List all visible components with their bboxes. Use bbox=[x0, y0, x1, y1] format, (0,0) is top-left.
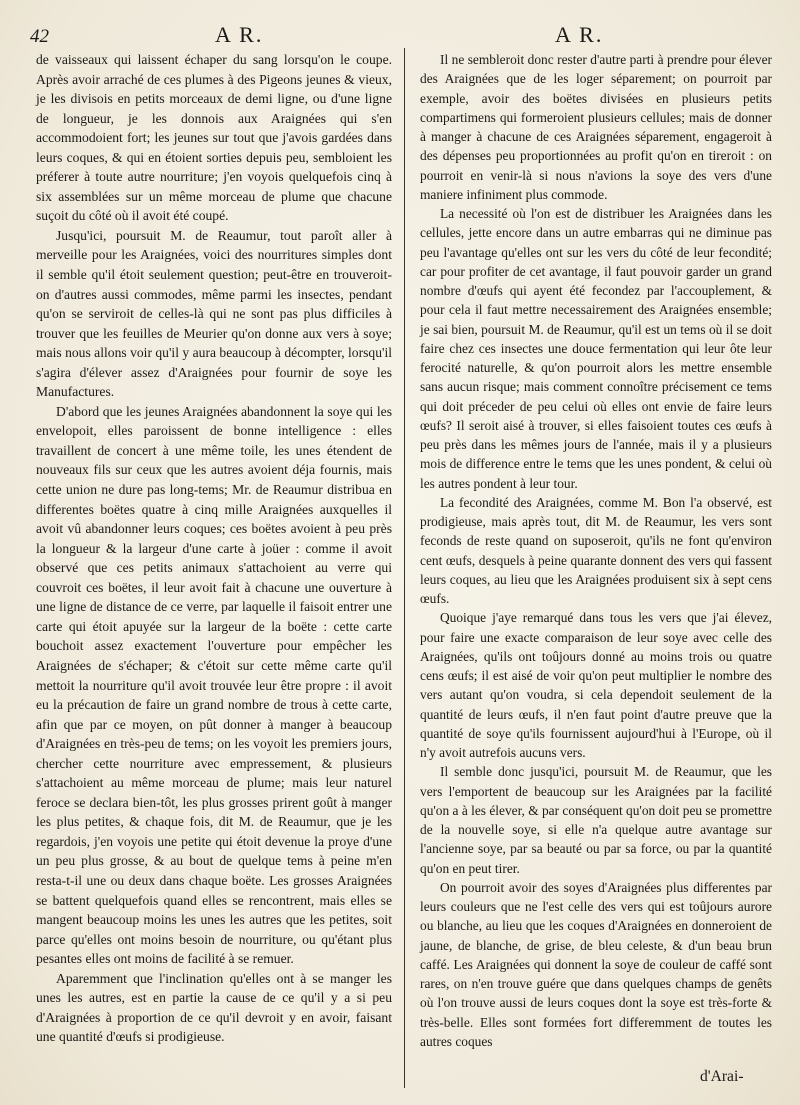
paragraph: On pourroit avoir des soyes d'Araignées plus differentes par leurs couleurs que ne l'est celle des vers qui est toûjours aurore ou blanche, au lieu que les coques d'Araignées en donneroient de jaune, de blanche, de grise, de bleu celeste, & d'un beau brun caffé. Les Araignées qui donnent la soye de couleur de caffé sont rares, on n'en trouve guére que dans quelques champs de genêts où l'on trouve aussi de leurs coques dont la soye est très-forte & très-belle. Elles sont formées fort differemment de toutes les autres coques bbox=[420, 879, 772, 1049]
paragraph: de vaisseaux qui laissent échaper du sang lorsqu'on le coupe. Après avoir arraché de ces plumes à des Pigeons jeunes & vieux, je les divisois en petits morceaux de demi ligne, ou d'une ligne de longueur, je les donnois aux Araignées qui s'en accommodoient fort; les jeunes sur tout que j'avois gardées dans leurs coques, & qui en étoient sorties depuis peu, sembloient les préferer à toute autre nourriture; j'en voyois quelquefois cinq à six assemblées sur un même morceau de plume que chacune suçoit du côté où il avoit été coupé. bbox=[36, 52, 392, 224]
left-column bbox=[36, 50, 392, 1047]
paragraph: Aparemment que l'inclination qu'elles ont à se manger les unes les autres, est en partie la cause de ce qu'il y a si peu d'Araignées à proportion de ce qu'il devroit y en avoir, faisant une quantité d'œufs si prodigieuse. bbox=[36, 970, 392, 1045]
paragraph: La necessité où l'on est de distribuer les Araignées dans les cellules, jette encore dans un autre embarras qui ne diminue pas peu l'avantage qu'elles ont sur les vers du côté de leur fecondité; car pour profiter de cet avantage, il faut pouvoir garder un grand nombre d'œufs qui ayent été fecondez par l'accouplement, & pour cela il faut mettre necessairement des Araignées ensemble; je sai bien, poursuit M. de Reaumur, qu'il est un tems où il se doit faire chez ces insectes une douce fermentation qui leur ôte leur ferocité naturelle, & qu'on pourroit alors les mettre ensemble sans aucun risque; mais comment connoître précisement ce tems qui doit préceder de peu celui où elles ont envie de faire leurs œufs? Il seroit aisé à trouver, si elles faisoient toutes ces œufs à peu près dans les mêmes jours de l'année, mais il y a plusieurs mois de difference entre le tems que les unes pondent, & celui où les autres pondent à leur tour. bbox=[420, 206, 772, 491]
paragraph: Il semble donc jusqu'ici, poursuit M. de Reaumur, que les vers l'emportent de beaucoup sur les Araignées par la facilité qu'on a à les élever, & par conséquent qu'on doit peu se promettre de la nouvelle soye, si elle n'a quelque autre avantage sur l'ancienne soye, par sa beauté ou par sa force, ou par la quantité qu'on en peut tirer. bbox=[420, 764, 772, 876]
running-head-right: A R. bbox=[555, 22, 604, 47]
catchword: d'Arai- bbox=[700, 1068, 744, 1085]
paragraph: Jusqu'ici, poursuit M. de Reaumur, tout paroît aller à merveille pour les Araignées, voici des nourritures simples dont il semble qu'il étoit seulement question; peut-être en trouveroit-on d'autres aussi commodes, même parmi les insectes, pendant qu'on se serviroit de celles-là qui ne sont pas plus difficiles à trouver que les feuilles de Meurier qu'on donne aux vers à soye; mais nous allons voir qu'il y aura beaucoup à décompter, lorsqu'il s'agira d'élever assez d'Araignées pour fournir de soye les Manufactures. bbox=[36, 227, 392, 400]
running-head-left: A R. bbox=[215, 22, 264, 47]
column-divider bbox=[404, 48, 405, 1088]
paragraph: Quoique j'aye remarqué dans tous les vers que j'ai élevez, pour faire une exacte comparaison de leur soye avec celle des Araignées, qu'ils ont toûjours donné au moins trois ou quatre cens œufs; il est aisé de voir qu'on peut multiplier le nombre des vers autant qu'on voudra, si cela dependoit seulement de la quantité de leurs œufs, il n'en faut point d'autre preuve que la quantité de soye qu'ils fournissent aujourd'hui à l'Europe, où il n'y avoit autrefois aucuns vers. bbox=[420, 610, 772, 760]
paragraph: Il ne sembleroit donc rester d'autre parti à prendre pour élever des Araignées que de les loger séparement; on pourroit par exemple, avoir des boëtes divisées en plusieurs petits compartimens qui formeroient plusieurs cellules; mais de donner à manger à chacune de ces Araignées séparement, engageroit à des dépenses peu proportionnées au profit qu'on en tireroit : on pourroit en venir-là si nous n'avions la soye des vers d'une maniere infiniment plus commode. bbox=[420, 52, 772, 202]
right-column bbox=[420, 50, 772, 1051]
paragraph: D'abord que les jeunes Araignées abandonnent la soye qui les envelopoit, elles paroissent de bonne intelligence : elles travaillent de concert à une même toile, les unes étendent de nouveaux fils sur ceux que les autres avoient déja fournis, mais cette union ne dure pas long-tems; Mr. de Reaumur distribua en differentes boëtes quatre à cinq mille Araignées auxquelles il avoit vû abandonner leurs coques; ces boëtes avoient à peu près la longueur & la largeur d'une carte à joüer : comme il avoit observé que ces petits animaux s'attachoient au verre qui couvroit ces boëtes, il leur avoit fait à chacune une ouverture à une ligne de distance de ce verre, par laquelle il faisoit entrer une carte qui étoit apuyée sur la largeur de la boëte : cette carte bouchoit assez exactement l'ouverture pour empêcher les Araignées de s'échaper; & c'étoit sur cette même carte qu'il mettoit la nourriture qu'il avoit trouvée leur être propre : il avoit eu la précaution de faire un grand nombre de trous à cette carte, afin que par ce moyen, on pût donner à manger à beaucoup d'Araignées en très-peu de tems; on les voyoit les premiers jours, chercher cette nourriture avec empressement, & plusieurs s'attachoient au même morceau de plume; mais leur naturel feroce se declara bien-tôt, les plus grosses prirent goût à manger les plus petites, & chaque fois, dit M. de Reaumur, que je les regardois, j'en voyois une petite qui étoit devenue la proye d'une un peu plus grosse, & au bout de quelque tems à peine m'en resta-t-il une ou deux dans chaque boëte. Les grosses Araignées se battent quelquefois quand elles se rencontrent, mais elles se mangent beaucoup moins les unes les autres que les petites, soit parce qu'elles ont moins besoin de nourriture, ou qu'étant plus pesantes elles ont moins de facilité à se remuer. bbox=[36, 403, 392, 967]
paragraph: La fecondité des Araignées, comme M. Bon l'a observé, est prodigieuse, mais après tout, dit M. de Reaumur, les vers sont feconds de reste quand on suposeroit, qu'ils ne font qu'environ cent œufs, desquels à peine quarante donnent des vers qui fassent leurs coques, au lieu que les Araignées produisent six à sept cens œufs. bbox=[420, 494, 772, 606]
page-number: 42 bbox=[30, 26, 49, 47]
page-header bbox=[0, 22, 800, 52]
